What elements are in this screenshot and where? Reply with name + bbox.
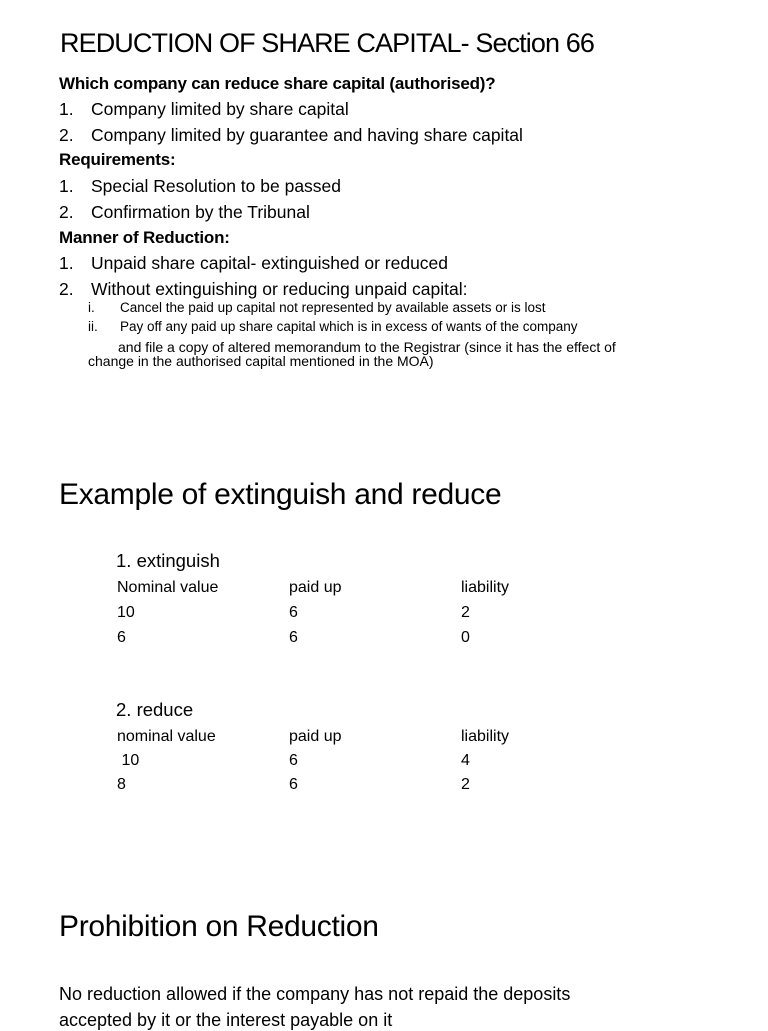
list-number: 2. (59, 125, 74, 145)
roman-numeral: ii. (88, 319, 98, 334)
list-item (59, 202, 310, 223)
table-cell: 10 (117, 604, 135, 621)
sub-list-item (88, 300, 546, 315)
paragraph-line: No reduction allowed if the company has not repaid the deposits (59, 984, 571, 1004)
roman-numeral: i. (88, 300, 95, 315)
list-item (59, 253, 448, 274)
sub-list-text: Cancel the paid up capital not represented by available assets or is lost (120, 300, 546, 315)
list-item (59, 125, 523, 146)
table-cell: 6 (289, 752, 298, 769)
list-item (59, 279, 467, 300)
list-text: Company limited by guarantee and having share capital (91, 125, 523, 145)
list-text: Unpaid share capital- extinguished or reduced (91, 253, 449, 273)
list-text: Company limited by share capital (91, 99, 349, 119)
slide1-title: REDUCTION OF SHARE CAPITAL- Section 66 (60, 28, 594, 58)
continuation-line: change in the authorised capital mentioned in the MOA) (88, 353, 434, 369)
table-cell: 6 (289, 629, 298, 646)
table-cell: 6 (289, 604, 298, 621)
table-cell: 2 (461, 604, 470, 621)
list-number: 1. (59, 99, 74, 119)
requirements-heading: Requirements: (59, 150, 176, 169)
table-cell: 4 (461, 752, 470, 769)
paragraph-line: accepted by it or the interest payable on it (59, 1010, 393, 1030)
example-heading: Example of extinguish and reduce (59, 478, 502, 511)
list-text: Special Resolution to be passed (91, 176, 342, 196)
continuation-line: and file a copy of altered memorandum to the Registrar (since it has the effect of (118, 339, 616, 355)
list-item (59, 176, 341, 197)
list-item (59, 99, 349, 120)
table-header: Nominal value (117, 579, 219, 596)
list-number: 1. (59, 176, 74, 196)
table-cell: 6 (289, 776, 298, 793)
table-header: paid up (289, 579, 342, 596)
table-cell: 0 (461, 629, 470, 646)
manner-heading: Manner of Reduction: (59, 228, 230, 247)
table-header: paid up (289, 728, 342, 745)
table-header: liability (461, 728, 510, 745)
sub-list-text: Pay off any paid up share capital which is in excess of wants of the company (120, 319, 578, 334)
table-title: 2. reduce (116, 699, 194, 720)
list-number: 2. (59, 279, 74, 299)
table-title: 1. extinguish (116, 550, 220, 571)
list-text: Without extinguishing or reducing unpaid capital: (91, 279, 468, 299)
sub-list-item (88, 319, 578, 334)
list-number: 1. (59, 253, 74, 273)
question-heading: Which company can reduce share capital (authorised)? (59, 74, 496, 93)
table-cell: 6 (117, 629, 126, 646)
table-cell: 8 (117, 776, 126, 793)
prohibition-heading: Prohibition on Reduction (59, 910, 379, 943)
table-header: nominal value (117, 728, 216, 745)
table-cell: 2 (461, 776, 470, 793)
list-number: 2. (59, 202, 74, 222)
table-cell: 10 (117, 752, 140, 769)
table-header: liability (461, 579, 510, 596)
list-text: Confirmation by the Tribunal (91, 202, 310, 222)
